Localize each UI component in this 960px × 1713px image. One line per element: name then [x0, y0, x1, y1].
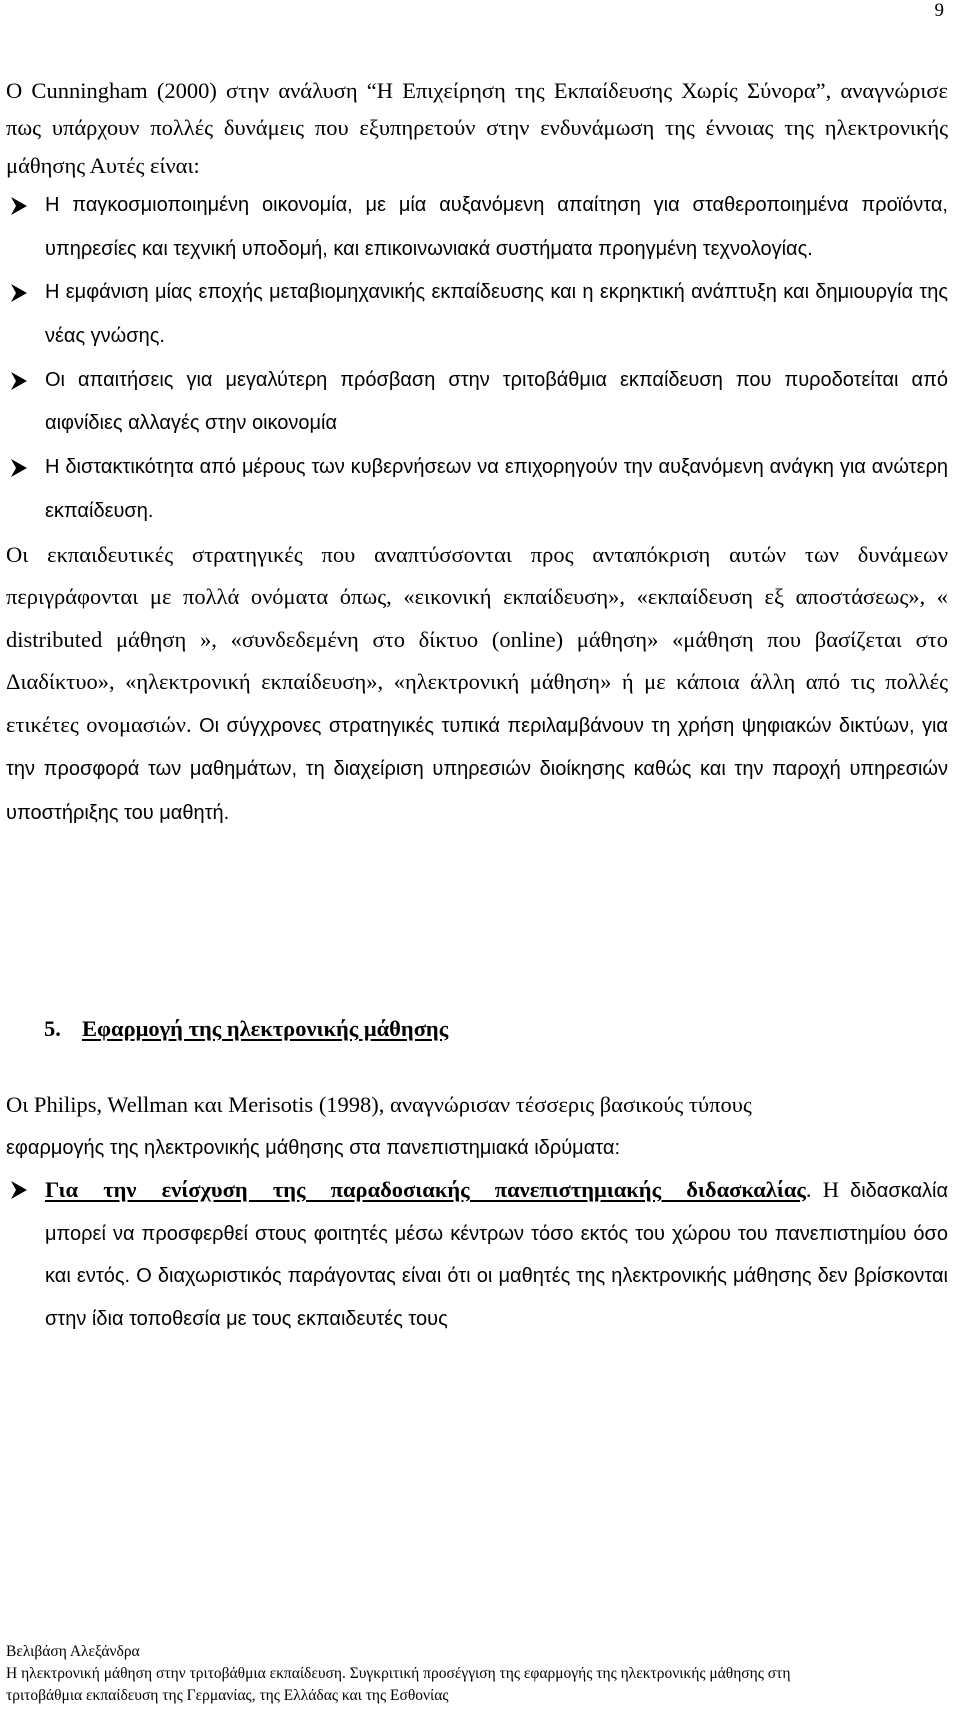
list-item	[6, 359, 948, 446]
list-item-text: Η εμφάνιση μίας εποχής μεταβιομηχανικής εκπαίδευσης και η εκρηκτική ανάπτυξη και δημιουργία της νέας γνώσης.	[45, 281, 948, 347]
list-item-text: Η διστακτικότητα από μέρους των κυβερνήσεων να επιχορηγούν την αυξανόμενη ανάγκη για ανώτερη εκπαίδευση.	[45, 456, 948, 522]
page-number: 9	[934, 0, 944, 21]
section-heading	[44, 1010, 948, 1047]
list-item	[6, 446, 948, 533]
list-item-rest-serif: . Η	[805, 1177, 839, 1203]
arrowhead-bullet-icon	[9, 371, 29, 391]
section-intro-sans: εφαρμογής της ηλεκτρονικής μάθησης στα πανεπιστημιακά ιδρύματα:	[6, 1137, 621, 1160]
spacer	[6, 1047, 948, 1084]
application-types-list	[6, 1169, 948, 1340]
list-item-text: Οι απαιτήσεις για μεγαλύτερη πρόσβαση στην τριτοβάθμια εκπαίδευση που πυροδοτείται από αιφνίδιες αλλαγές στην οικονομία	[45, 368, 948, 435]
arrowhead-bullet-icon	[9, 1180, 29, 1200]
strategies-paragraph	[6, 534, 948, 835]
list-item-text: Η παγκοσμιοποιημένη οικονομία, με μία αυξανόμενη απαίτηση για σταθεροποιημένα προϊόντα, υπηρεσίες και τεχνική υποδομή, και επικοινωνιακά συστήματα προηγμένη τεχνολογίας.	[45, 193, 948, 260]
list-item-rest-sans: διδασκαλία μπορεί να προσφερθεί στους φοιτητές μέσω κέντρων τόσο εκτός του χώρου του πανεπιστημίου όσο και εντός. Ο διαχωριστικός παράγοντας είναι ότι οι μαθητές της ηλεκτρονικής μάθησης δεν βρίσκονται στην ίδια τοποθεσία με τους εκπαιδευτές τους	[45, 1180, 949, 1330]
strategies-paragraph-sans: Οι σύγχρονες στρατηγικές τυπικά περιλαμβάνουν τη χρήση ψηφιακών δικτύων, για την προσφορά των μαθημάτων, τη διαχείριση υπηρεσιών διοίκησης καθώς και την παροχή υπηρεσιών υποστήριξης του μαθητή.	[6, 714, 948, 824]
list-item	[6, 1169, 948, 1340]
strategies-paragraph-serif: Οι εκπαιδευτικές στρατηγικές που αναπτύσσονται προς ανταπόκριση αυτών των δυνάμεων περιγράφονται με πολλά ονόματα όπως, «εικονική εκπαίδευση», «εκπαίδευση εξ αποστάσεως», « distributed μάθηση », «συνδεδεμένη στο δίκτυο (online) μάθηση» «μάθηση που βασίζεται στο Διαδίκτυο», «ηλεκτρονική εκπαίδευση», «ηλεκτρονική μάθηση» ή με κάποια άλλη από τις πολλές ετικέτες ονομασιών.	[6, 541, 948, 737]
footer-author: Βελιβάση Αλεξάνδρα	[6, 1643, 140, 1660]
section-number: 5.	[44, 1016, 61, 1042]
list-item	[6, 271, 948, 358]
list-item	[6, 184, 948, 271]
list-item-lead: Για την ενίσχυση της παραδοσιακής πανεπιστημιακής διδασκαλίας	[45, 1177, 806, 1203]
page-content	[6, 72, 948, 1340]
section-title: Εφαρμογή της ηλεκτρονικής μάθησης	[82, 1016, 449, 1042]
arrowhead-bullet-icon	[9, 458, 29, 478]
section-intro-paragraph	[6, 1084, 948, 1169]
page-footer	[6, 1641, 956, 1707]
footer-title-line-1: Η ηλεκτρονική μάθηση στην τριτοβάθμια εκπαίδευση. Συγκριτική προσέγγιση της εφαρμογής της ηλεκτρονικής μάθησης στη	[6, 1665, 791, 1682]
footer-title-line-2: τριτοβάθμια εκπαίδευση της Γερμανίας, της Ελλάδας και της Εσθονίας	[6, 1687, 449, 1704]
forces-list	[6, 184, 948, 534]
arrowhead-bullet-icon	[9, 283, 29, 303]
section-intro-serif: Οι Philips, Wellman και Merisotis (1998), αναγνώρισαν τέσσερις βασικούς τύπους	[6, 1092, 752, 1118]
spacer	[6, 834, 948, 1010]
intro-paragraph: Ο Cunningham (2000) στην ανάλυση “Η Επιχείρηση της Εκπαίδευσης Χωρίς Σύνορα”, αναγνώρισε πως υπάρχουν πολλές δυνάμεις που εξυπηρετούν στην ενδυνάμωση της έννοιας της ηλεκτρονικής μάθησης Αυτές είναι:	[6, 78, 948, 178]
arrowhead-bullet-icon	[9, 196, 29, 216]
